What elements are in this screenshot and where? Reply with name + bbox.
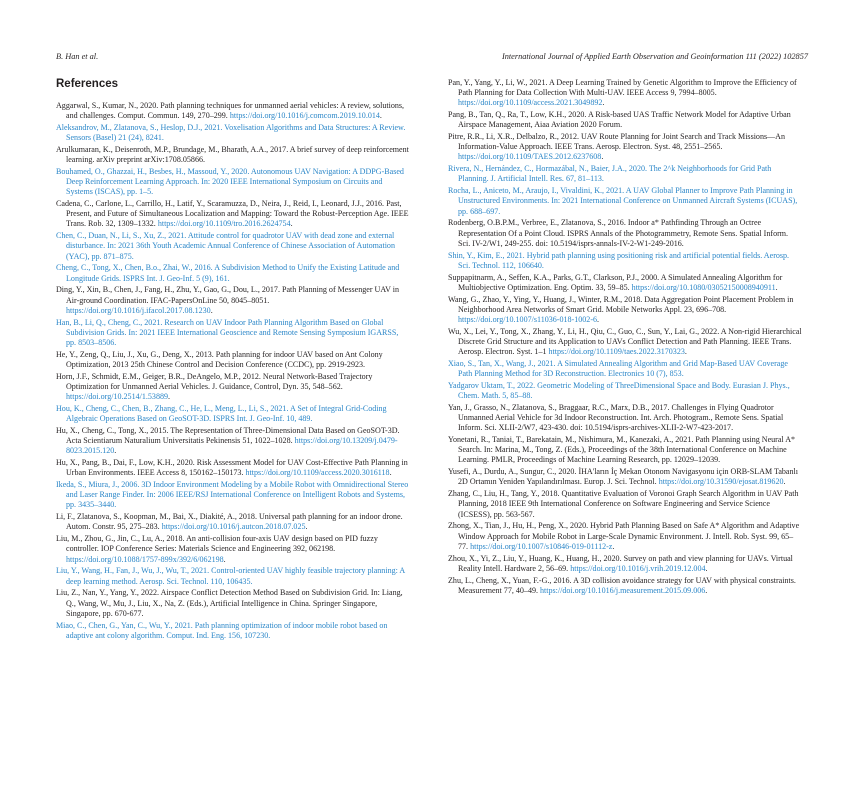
reference-text: Liu, M., Zhou, G., Jin, C., Lu, A., 2018. An anti-collision four-axis UAV design based on PID fuzzy controller. IOP Conference Series: Materials Science and Engineering 392, 062198. [56,534,378,554]
reference-text: Aggarwal, S., Kumar, N., 2020. Path planning techniques for unmanned aerial vehicles: A review, solutions, and challenges. Comput. Commun. 149, 270–299. [56,101,405,121]
reference-text: Shin, Y., Kim, E., 2021. Hybrid path planning using positioning risk and artificial potential fields. Aerosp. Sci. Technol. 112, 106640. [448,250,790,270]
reference-text: Zhang, C., Liu, H., Tang, Y., 2018. Quantitative Evaluation of Voronoi Graph Search Algorithm in UAV Path Planning, 2018 IEEE 9th International Conference on Software Engineering and Service Science (ICSESS), pp. 563-567. [448,489,799,519]
reference-text: Horn, J.F., Schmidt, E.M., Geiger, B.R., DeAngelo, M.P., 2012. Neural Network-Based Trajectory Optimization for Unmanned Aerial Vehicles. J. Guidance, Control, Dyn. 35, 548–562. [56,371,373,391]
reference-text: Chen, C., Duan, N., Li, S., Xu, Z., 2021. Attitude control for quadrotor UAV with dead zone and external disturbance. In: 2021 36th Youth Academic Annual Conference of Chinese Association of Automation (YAC), pp. 871–875. [56,231,395,261]
reference-entry [448,467,802,487]
reference-text: Han, B., Li, Q., Cheng, C., 2021. Research on UAV Indoor Path Planning Algorithm Based on Global Subdivision Grids. In: 2021 IEEE International Geoscience and Remote Sensing Symposium IGARSS, pp. 8503–8506. [56,317,399,347]
reference-entry[interactable] [56,123,410,143]
reference-entry [448,521,802,551]
reference-entry [448,132,802,162]
reference-text: Pitre, R.R., Li, X.R., Delbalzo, R., 2012. UAV Route Planning for Joint Search and Track Missions—An Information-Value Approach. IEEE Trans. Aerosp. Electron. Syst. 48, 2551–2565. [448,132,785,152]
reference-text: Li, F., Zlatanova, S., Koopman, M., Bai, X., Diakité, A., 2018. Universal path planning for an indoor drone. Autom. Constr. 95, 275–283. [56,512,403,532]
reference-entry[interactable] [448,186,802,216]
reference-text: Wang, G., Zhao, Y., Ying, Y., Huang, J., Winter, R.M., 2018. Data Aggregation Point Placement Problem in Neighborhood Area Networks of Smart Grid. Mobile Networks Appl. 23, 696–708. [448,294,794,314]
reference-tail: . [705,585,708,595]
reference-entry[interactable] [448,359,802,379]
reference-tail: . [602,98,605,108]
reference-entry[interactable] [56,621,410,641]
reference-entry[interactable] [56,231,410,261]
doi-link[interactable]: https://doi.org/10.31590/ejosat.819620 [658,477,784,487]
reference-entry[interactable] [56,263,410,283]
reference-text: Suppapitnarm, A., Seffen, K.A., Parks, G.T., Clarkson, P.J., 2000. A Simulated Annealing Algorithm for Multiobjective Optimization. Eng. Optim. 33, 59–85. [448,272,783,292]
doi-link[interactable]: https://doi.org/10.1080/03052150008940911 [631,282,776,292]
reference-text: Rodenberg, O.B.P.M., Verbree, E., Zlatanova, S., 2016. Indoor a* Pathfinding Through an Octree Representation Of a Point Cloud. ISPRS Annals of the Photogrammetry, Remote Sens. Spatial Inform. Sci. IV-2/W1, 249-255. doi: 10.5194/isprs-annals-IV-2-W1-249-2016. [448,218,789,248]
reference-entry [448,273,802,293]
reference-entry[interactable] [56,480,410,510]
reference-text: Arulkumaran, K., Deisenroth, M.P., Brundage, M., Bharath, A.A., 2017. A brief survey of deep reinforcement learning. arXiv preprint arXiv:1708.05866. [56,145,409,165]
reference-text: Cheng, C., Tong, X., Chen, B.o., Zhai, W., 2016. A Subdivision Method to Unify the Existing Latitude and Longitude Grids. ISPRS Int. J. Geo-Inf. 5 (9), 161. [56,263,400,283]
reference-tail: . [168,392,171,402]
doi-link[interactable]: https://doi.org/10.1016/j.vrih.2019.12.004 [570,563,706,573]
reference-entry[interactable] [56,566,410,586]
reference-entry[interactable] [56,318,410,348]
reference-entry [448,327,802,357]
reference-tail: . [775,282,778,292]
reference-tail: . [389,468,392,478]
reference-entry [448,295,802,325]
reference-text: Hu, X., Pang, B., Dai, F., Low, K.H., 2020. Risk Assessment Model for UAV Cost-Effective Path Planning in Urban Environments. IEEE Access 8, 150162–150173. [56,458,408,478]
header-journal: International Journal of Applied Earth Observation and Geoinformation 111 (2022) 102857 [501,52,808,61]
doi-link[interactable]: https://doi.org/10.1016/j.autcon.2018.07.025 [161,522,306,532]
reference-text: Liu, Z., Nan, Y., Yang, Y., 2022. Airspace Conflict Detection Method Based on Subdivision Grid. In: Liang, Q., Wang, W., Mu, J., Liu, X., Na, Z. (Eds.), Artificial Intelligence in China. Springer Singapore, Singapore, pp. 670-677. [56,588,403,618]
reference-text: Yonetani, R., Taniai, T., Barekatain, M., Nishimura, M., Kanezaki, A., 2021. Path Planning using Neural A* Search. In: Marina, M., Tong, Z. (Eds.), Proceedings of the 38th International Conference on Machine Learning. PMLR, Proceedings of Machine Learning Research, pp. 12029–12039. [448,435,796,465]
doi-link[interactable]: https://doi.org/10.1109/taes.2022.3170323 [548,347,685,357]
doi-link[interactable]: https://doi.org/10.1109/tro.2016.2624754 [157,219,291,229]
reference-text: Hou, K., Cheng, C., Chen, B., Zhang, C., He, L., Meng, L., Li, S., 2021. A Set of Integral Grid-Coding Algebraic Operations Based on GeoSOT-3D. ISPRS Int. J. Geo-Inf. 10, 489. [56,403,387,424]
reference-text: Yusefi, A., Durdu, A., Sungur, C., 2020. İHA'ların İç Mekan Otonom Navigasyonu için ORB-SLAM Tabanlı 2D Ortamın Yeniden Yapılandırılması. Europ. J. Sci. Technol. [448,467,798,487]
doi-link[interactable]: https://doi.org/10.1109/access.2020.3016118 [245,468,390,478]
doi-link[interactable]: https://doi.org/10.1088/1757-899x/392/6/062198 [66,554,224,564]
reference-text: Wu, X., Lei, Y., Tong, X., Zhang, Y., Li, H., Qiu, C., Guo, C., Sun, Y., Lai, G., 2022. A Non-rigid Hierarchical Discrete Grid Structure and its Application to UAVs Conflict Detection and Path Planning. IEEE Trans. Aerosp. Electron. Syst. 1–1 [448,326,802,357]
reference-text: Cadena, C., Carlone, L., Carrillo, H., Latif, Y., Scaramuzza, D., Neira, J., Reid, I., Leonard, J.J., 2016. Past, Present, and Future of Simultaneous Localization and Mapping: Toward the Robust-Perception Age. IEEE Trans. Rob. 32, 1309–1332. [56,199,409,229]
doi-link[interactable]: https://doi.org/10.1007/s11036-018-1002-6 [458,314,598,324]
reference-text: Hu, X., Cheng, C., Tong, X., 2015. The Representation of Three-Dimensional Data Based on GeoSOT-3D. Acta Scientiarum Naturalium Universitatis Pekinensis 51, 1022–1028. [56,425,400,446]
reference-tail: . [597,314,600,324]
reference-entry [448,403,802,433]
reference-text: Aleksandrov, M., Zlatanova, S., Heslop, D.J., 2021. Voxelisation Algorithms and Data Structures: A Review. Sensors (Basel) 21 (24), 8241. [56,123,406,143]
reference-text: Pan, Y., Yang, Y., Li, W., 2021. A Deep Learning Trained by Genetic Algorithm to Improve the Efficiency of Path Planning for Data Collection With Multi-UAV. IEEE Access 9, 7994–8005. [448,78,797,98]
reference-text: Rivera, N., Hernández, C., Hormazábal, N., Baier, J.A., 2020. The 2^k Neighborhoods for Grid Path Planning. J. Artificial Intell. Res. 67, 81–113. [448,164,772,184]
reference-entry [56,285,410,315]
reference-text: Bouhamed, O., Ghazzai, H., Besbes, H., Massoud, Y., 2020. Autonomous UAV Navigation: A DDPG-Based Deep Reinforcement Learning Approach. In: 2020 IEEE International Symposium on Circuits and Systems (ISCAS), pp. 1–5. [56,167,404,197]
reference-entry [56,426,410,456]
reference-entry [56,372,410,402]
reference-text: Zhou, X., Yi, Z., Liu, Y., Huang, K., Huang, H., 2020. Survey on path and view planning for UAVs. Virtual Reality Intell. Hardware 2, 56–69. [448,553,793,573]
reference-entry [56,512,410,532]
reference-entry [448,78,802,108]
reference-tail: . [223,554,226,564]
reference-tail: . [114,446,117,456]
reference-entry [448,110,802,130]
reference-entry[interactable] [448,381,802,401]
reference-tail: . [305,522,308,532]
reference-text: Zhong, X., Tian, J., Hu, H., Peng, X., 2020. Hybrid Path Planning Based on Safe A* Algorithm and Adaptive Window Approach for Mobile Robot in Large-Scale Dynamic Environment. J. Intell. Rob. Syst. 99, 65–77. [448,521,800,551]
reference-text: Rocha, L., Aniceto, M., Araujo, I., Vivaldini, K., 2021. A UAV Global Planner to Improve Path Planning in Unstructured Environments. In: 2021 International Conference on Unmanned Aircraft Systems (ICUAS), pp. 688–697. [448,186,798,216]
reference-entry[interactable] [448,164,802,184]
reference-text: Yan, J., Grasso, N., Zlatanova, S., Braggaar, R.C., Marx, D.B., 2017. Challenges in Flying Quadrotor Unmanned Aerial Vehicle for 3d Indoor Reconstruction. Int. Arch. Photogram., Remote Sens. Spatial Inform. Sci. XLII-2/W7, 423-430. doi: 10.5194/isprs-archives-XLII-2-W7-423-2017. [448,402,784,433]
references-heading: References [56,78,119,90]
reference-text: Ikeda, S., Miura, J., 2006. 3D Indoor Environment Modeling by a Mobile Robot with Omnidirectional Stereo and Laser Range Finder. In: 2006 IEEE/RSJ International Conference on Intelligent Robots and Systems, pp. 3435–3440. [56,480,409,510]
reference-entry[interactable] [56,404,410,424]
reference-entry [56,199,410,229]
header-authors: B. Han et al. [56,52,99,61]
reference-text: He, Y., Zeng, Q., Liu, J., Xu, G., Deng, X., 2013. Path planning for indoor UAV based on Ant Colony Optimization, 2013 25th Chinese Control and Decision Conference (CCDC), pp. 2919-2923. [56,349,383,369]
reference-text: Liu, Y., Wang, H., Fan, J., Wu, J., Wu, T., 2021. Control-oriented UAV highly feasible trajectory planning: A deep learning method. Aerosp. Sci. Technol. 110, 106435. [56,566,405,586]
doi-link[interactable]: https://doi.org/10.13209/j.0479-8023.2015.120 [66,436,398,456]
reference-tail: . [379,111,382,121]
reference-tail: . [684,347,687,357]
doi-link[interactable]: https://doi.org/10.1016/j.measurement.2015.09.006 [540,585,706,595]
reference-entry [448,218,802,248]
reference-entry [56,458,410,478]
reference-tail: . [601,152,604,162]
reference-entry[interactable] [56,167,410,197]
doi-link[interactable]: https://doi.org/10.1016/j.comcom.2019.10.014 [229,111,380,121]
reference-tail: . [210,305,213,315]
reference-entry [448,554,802,574]
doi-link[interactable]: https://doi.org/10.1007/s10846-019-01112-z [470,541,613,551]
running-header [56,52,808,62]
reference-entry [56,350,410,370]
reference-entry [56,145,410,165]
reference-entry [56,534,410,564]
doi-link[interactable]: https://doi.org/10.1109/access.2021.3049892 [458,98,603,108]
reference-tail: . [783,477,786,487]
doi-link[interactable]: https://doi.org/10.1016/j.ifacol.2017.08.1230 [66,305,211,315]
reference-entry [448,576,802,596]
reference-text: Zhu, L., Cheng, X., Yuan, F.-G., 2016. A 3D collision avoidance strategy for UAV with physical constraints. Measurement 77, 40–49. [448,575,796,595]
reference-text: Pang, B., Tan, Q., Ra, T., Low, K.H., 2020. A Risk-based UAS Traffic Network Model for Adaptive Urban Airspace Management, Aiaa Aviation 2020 Forum. [448,110,791,130]
reference-entry[interactable] [448,251,802,271]
reference-entry [448,489,802,519]
reference-entry [56,588,410,618]
reference-text: Xiao, S., Tan, X., Wang, J., 2021. A Simulated Annealing Algorithm and Grid Map-Based UAV Coverage Path Planning Method for 3D Reconstruction. Electronics 10 (7), 853. [448,358,788,379]
reference-tail: . [705,563,708,573]
reference-text: Yadgarov Uktam, T., 2022. Geometric Modeling of ThreeDimensional Space and Body. Eurasian J. Phys., Chem. Math. 5, 85–88. [448,380,790,401]
doi-link[interactable]: https://doi.org/10.2514/1.53889 [66,392,169,402]
reference-entry [56,101,410,121]
reference-tail: . [290,219,293,229]
reference-text: Miao, C., Chen, G., Yan, C., Wu, Y., 2021. Path planning optimization of indoor mobile robot based on adaptive ant colony algorithm. Comput. Ind. Eng. 156, 107230. [56,620,388,640]
references-left-column [56,101,410,643]
reference-text: Ding, Y., Xin, B., Chen, J., Fang, H., Zhu, Y., Gao, G., Dou, L., 2017. Path Planning of Messenger UAV in Air-ground Coordination. IFAC-PapersOnLine 50, 8045–8051. [56,285,400,305]
reference-entry [448,435,802,465]
doi-link[interactable]: https://doi.org/10.1109/TAES.2012.6237608 [458,152,602,162]
references-right-column [448,78,802,598]
reference-tail: . [612,541,615,551]
